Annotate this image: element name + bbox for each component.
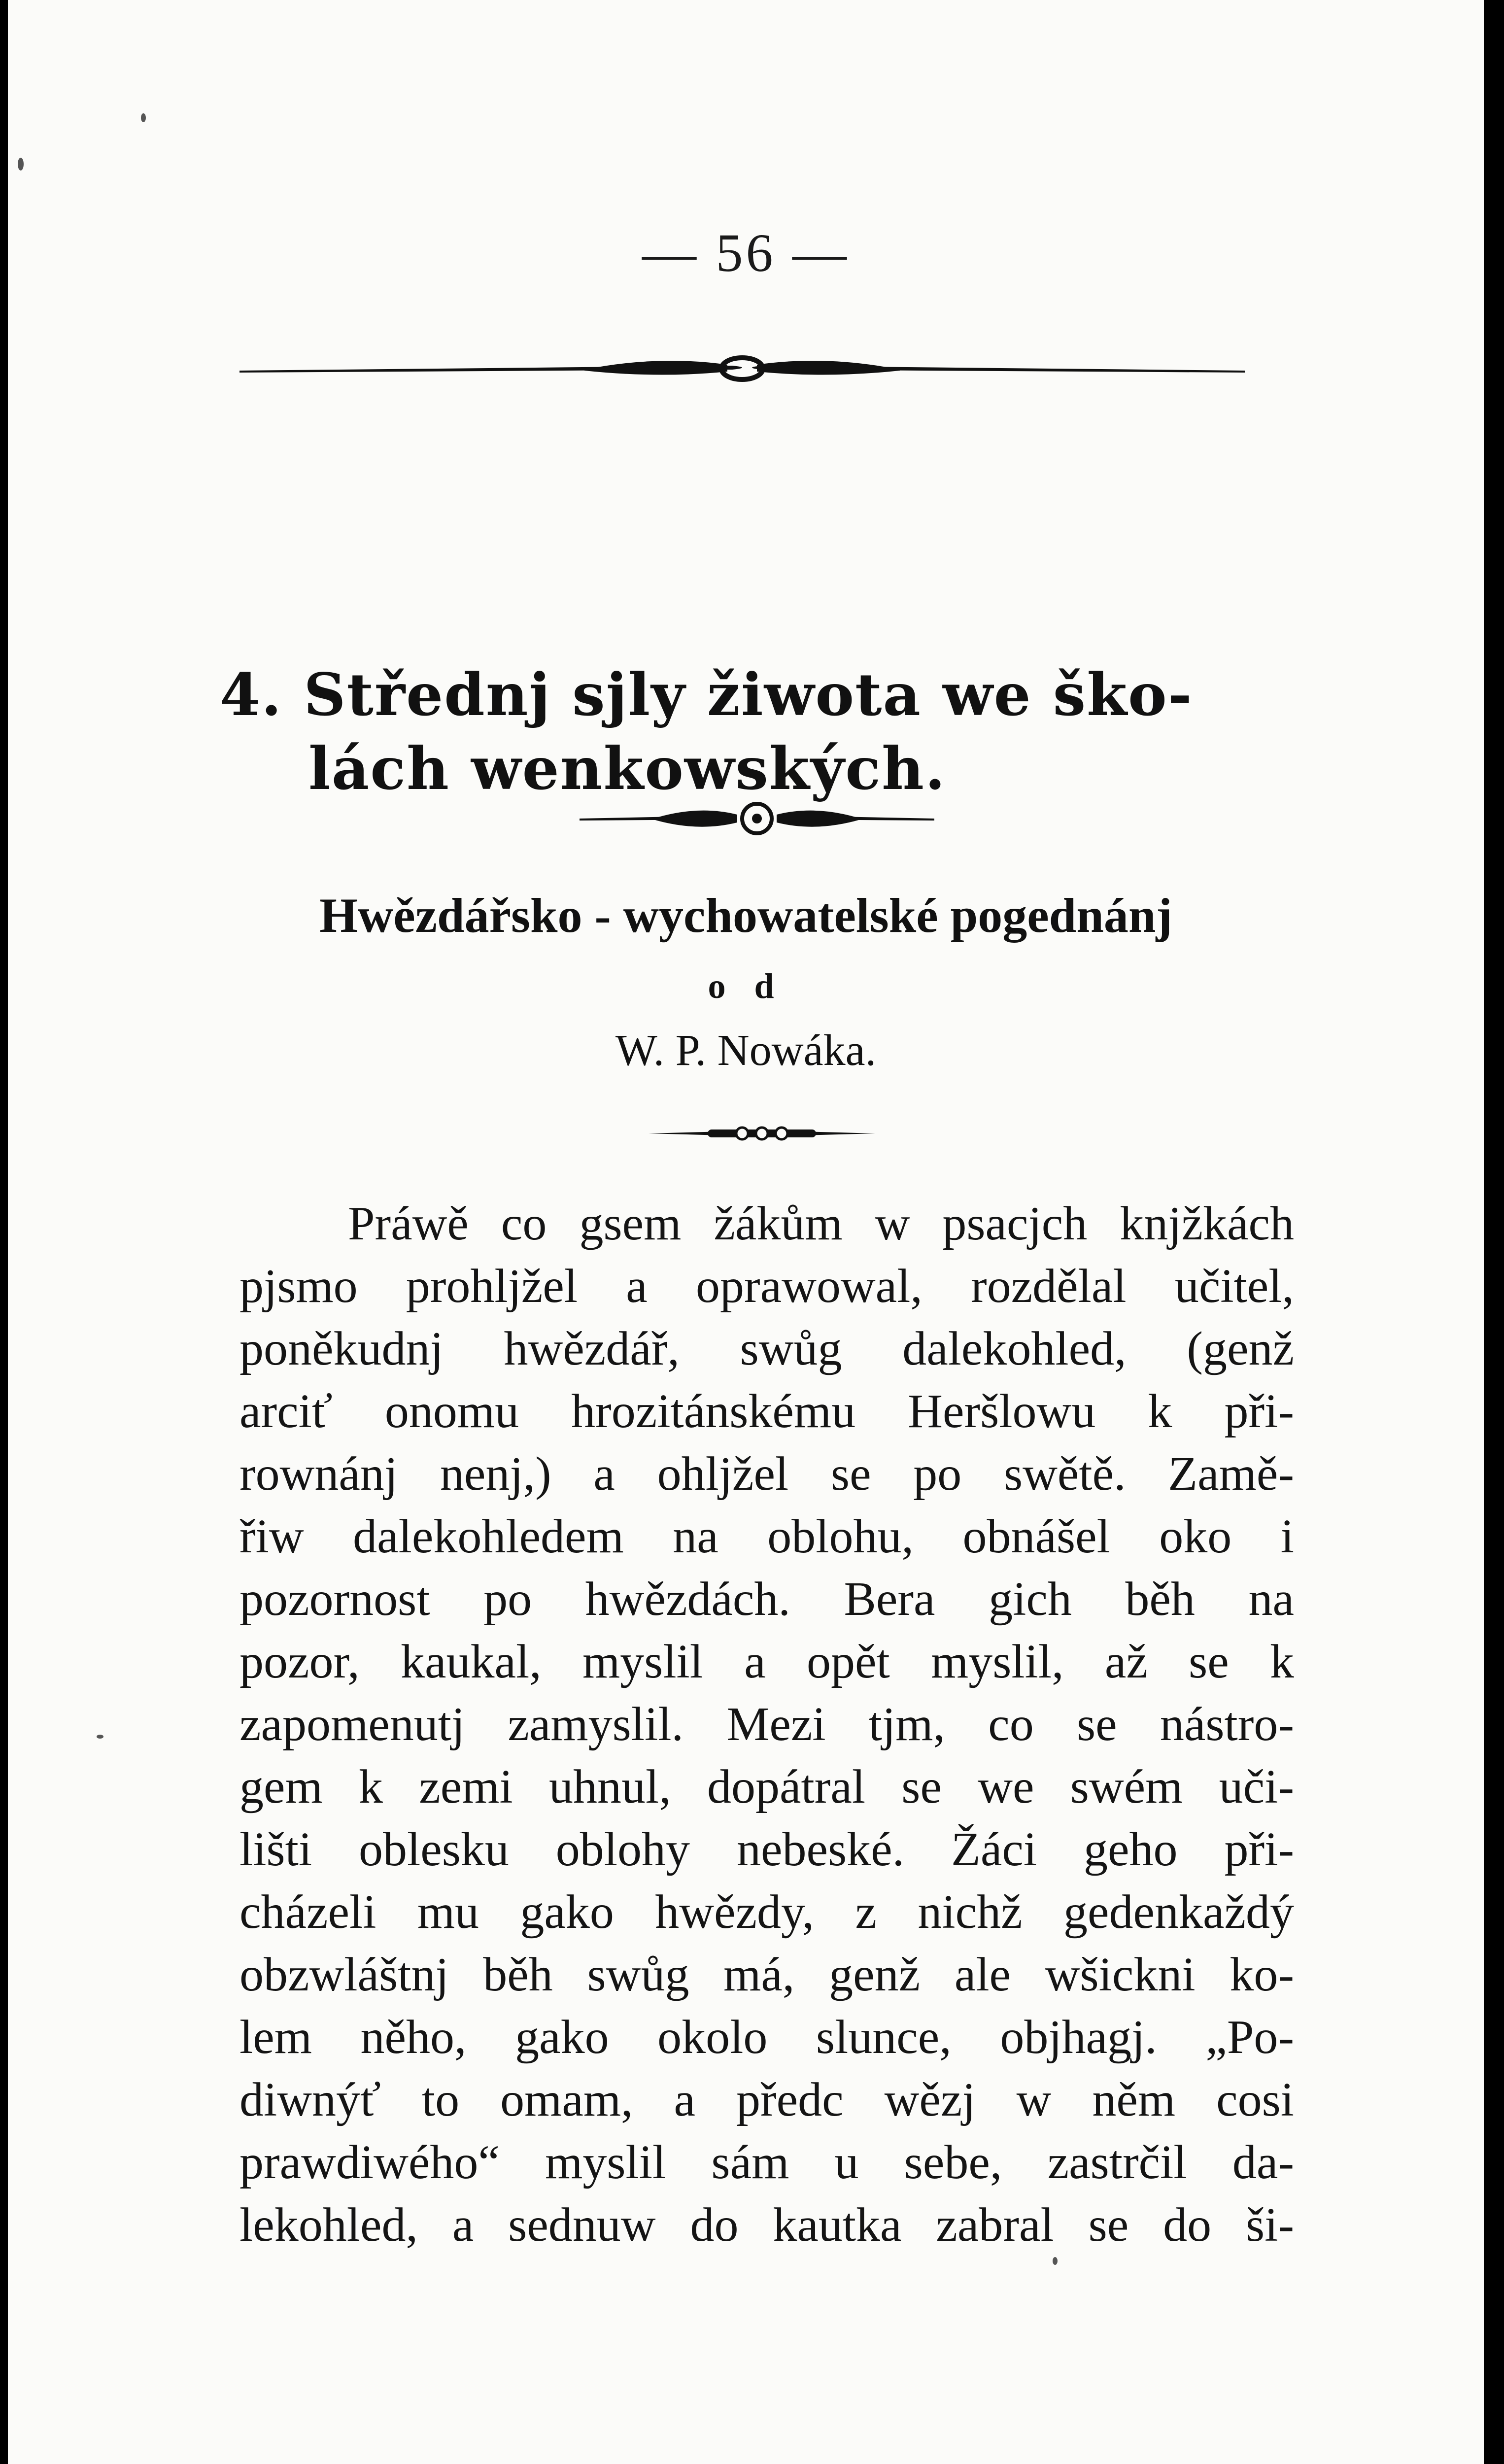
- scan-speck: [141, 113, 146, 122]
- text-line: lišti oblesku oblohy nebeské. Žáci geho při-: [239, 1823, 1294, 1876]
- text-line: obzwláštnj běh swůg má, genž ale wšickni ko-: [239, 1948, 1294, 2001]
- text-line: pozornost po hwězdách. Bera gich běh na: [239, 1573, 1294, 1626]
- text-line: gem k zemi uhnul, dopátral se we swém uči-: [239, 1760, 1294, 1814]
- heading-line-2: lách wenkowských.: [308, 734, 946, 803]
- text-line: lem něho, gako okolo slunce, objhagj. „Po-: [239, 2011, 1294, 2064]
- scan-speck: [1053, 2257, 1058, 2265]
- byline: o d: [708, 966, 784, 1006]
- ornamental-rule-middle: [580, 796, 934, 840]
- text-line: prawdiwého“ myslil sám u sebe, zastrčil da-: [239, 2136, 1294, 2189]
- text-line: rownánj nenj,) a ohljžel se po swětě. Zamě-: [239, 1447, 1294, 1501]
- heading-line-1: 4. Střednj sjly žiwota we ško-: [220, 660, 1193, 729]
- scan-speck: [97, 1735, 103, 1739]
- text-line: diwnýť to omam, a předc wězj w něm cosi: [239, 2073, 1294, 2126]
- text-line: pjsmo prohljžel a oprawowal, rozdělal učitel,: [239, 1260, 1294, 1313]
- scan-border: [1484, 0, 1504, 2464]
- scan-speck: [18, 158, 24, 171]
- text-line: cházeli mu gako hwězdy, z nichž gedenkaždý: [239, 1885, 1294, 1939]
- ornamental-rule-top: [239, 340, 1245, 399]
- text-line: zapomenutj zamyslil. Mezi tjm, co se nástro-: [239, 1698, 1294, 1751]
- text-line: poněkudnj hwězdář, swůg dalekohled, (genž: [239, 1322, 1294, 1375]
- author-name: W. P. Nowáka.: [615, 1026, 877, 1075]
- text-line: řiw dalekohledem na oblohu, obnášel oko i: [239, 1510, 1294, 1563]
- article-heading: [220, 658, 1329, 806]
- text-line: pozor, kaukal, myslil a opět myslil, až se k: [239, 1635, 1294, 1688]
- page-number: — 56 —: [642, 223, 850, 283]
- article-subtitle: Hwězdářsko - wychowatelské pogednánj: [319, 888, 1172, 943]
- ornamental-rule-small: [649, 1119, 875, 1148]
- body-text: [239, 1193, 1294, 2257]
- text-line: Práwě co gsem žákům w psacjch knjžkách: [348, 1197, 1294, 1250]
- text-line: lekohled, a sednuw do kautka zabral se do ši-: [239, 2198, 1294, 2252]
- text-line: arciť onomu hrozitánskému Heršlowu k při-: [239, 1385, 1294, 1438]
- book-page: [8, 0, 1484, 2464]
